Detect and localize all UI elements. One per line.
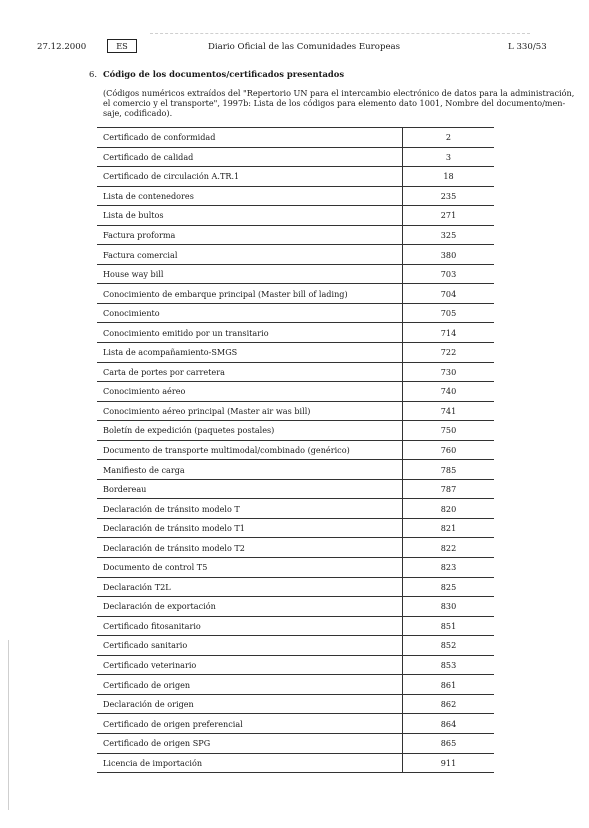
document-code-cell: 730 [403, 362, 495, 382]
table-row [97, 186, 494, 206]
document-code-cell: 740 [403, 382, 495, 402]
document-name-cell: Lista de acompañamiento-SMGS [97, 343, 403, 363]
table-row [97, 147, 494, 167]
document-code-cell: 760 [403, 440, 495, 460]
document-name-cell: Declaración de tránsito modelo T2 [97, 538, 403, 558]
document-name-cell: Certificado veterinario [97, 655, 403, 675]
table-row [97, 382, 494, 402]
table-row [97, 558, 494, 578]
table-row [97, 597, 494, 617]
document-code-cell: 830 [403, 597, 495, 617]
document-code-cell: 380 [403, 245, 495, 265]
document-name-cell: Certificado de origen [97, 675, 403, 695]
language-badge: ES [107, 39, 137, 53]
document-code-cell: 862 [403, 694, 495, 714]
section-title: Código de los documentos/certificados presentados [103, 69, 345, 79]
table-row [97, 440, 494, 460]
intro-line: (Códigos numéricos extraídos del "Repertorio UN para el intercambio electrónico de datos para la administración, [103, 88, 575, 98]
document-code-cell: 722 [403, 343, 495, 363]
document-name-cell: Certificado sanitario [97, 636, 403, 656]
document-name-cell: Carta de portes por carretera [97, 362, 403, 382]
intro-paragraph [103, 88, 575, 118]
document-code-cell: 18 [403, 167, 495, 187]
table-row [97, 343, 494, 363]
document-name-cell: Certificado de circulación A.TR.1 [97, 167, 403, 187]
document-code-cell: 325 [403, 225, 495, 245]
document-name-cell: Certificado de origen SPG [97, 733, 403, 753]
document-code-cell: 865 [403, 733, 495, 753]
section-number: 6. [89, 69, 97, 79]
intro-line: el comercio y el transporte", 1997b: Lista de los códigos para elemento dato 1001, Nombre del documento/men- [103, 98, 566, 108]
document-name-cell: Conocimiento aéreo [97, 382, 403, 402]
document-code-cell: 705 [403, 303, 495, 323]
table-row [97, 323, 494, 343]
document-name-cell: House way bill [97, 264, 403, 284]
document-code-cell: 822 [403, 538, 495, 558]
document-code-cell: 820 [403, 499, 495, 519]
document-name-cell: Lista de contenedores [97, 186, 403, 206]
document-code-cell: 823 [403, 558, 495, 578]
document-code-cell: 852 [403, 636, 495, 656]
table-row [97, 518, 494, 538]
document-codes-table [97, 127, 494, 773]
table-row [97, 245, 494, 265]
document-code-cell: 271 [403, 206, 495, 226]
table-row [97, 401, 494, 421]
table-row [97, 538, 494, 558]
margin-mark [8, 640, 9, 810]
document-name-cell: Manifiesto de carga [97, 460, 403, 480]
document-code-cell: 785 [403, 460, 495, 480]
document-code-cell: 861 [403, 675, 495, 695]
table-row [97, 655, 494, 675]
document-name-cell: Declaración de tránsito modelo T [97, 499, 403, 519]
table-row [97, 733, 494, 753]
document-name-cell: Factura proforma [97, 225, 403, 245]
document-name-cell: Boletín de expedición (paquetes postales) [97, 421, 403, 441]
table-row [97, 499, 494, 519]
document-name-cell: Certificado de calidad [97, 147, 403, 167]
table-row [97, 675, 494, 695]
document-name-cell: Declaración T2L [97, 577, 403, 597]
document-name-cell: Certificado de conformidad [97, 128, 403, 148]
table-row [97, 225, 494, 245]
table-row [97, 460, 494, 480]
document-code-cell: 821 [403, 518, 495, 538]
journal-title: Diario Oficial de las Comunidades Europeas [208, 42, 401, 52]
table-row [97, 714, 494, 734]
table-row [97, 264, 494, 284]
document-code-cell: 787 [403, 479, 495, 499]
table-row [97, 303, 494, 323]
document-code-cell: 3 [403, 147, 495, 167]
header-rule [150, 33, 530, 34]
table-row [97, 284, 494, 304]
table-row [97, 753, 494, 773]
table-row [97, 577, 494, 597]
document-name-cell: Bordereau [97, 479, 403, 499]
document-code-cell: 741 [403, 401, 495, 421]
table-row [97, 636, 494, 656]
document-codes-table-body [97, 128, 494, 773]
document-code-cell: 704 [403, 284, 495, 304]
table-row [97, 167, 494, 187]
document-name-cell: Certificado fitosanitario [97, 616, 403, 636]
document-code-cell: 750 [403, 421, 495, 441]
document-name-cell: Conocimiento emitido por un transitario [97, 323, 403, 343]
document-code-cell: 911 [403, 753, 495, 773]
table-row [97, 362, 494, 382]
document-name-cell: Documento de transporte multimodal/combinado (genérico) [97, 440, 403, 460]
document-code-cell: 864 [403, 714, 495, 734]
table-row [97, 421, 494, 441]
document-name-cell: Conocimiento [97, 303, 403, 323]
document-name-cell: Declaración de exportación [97, 597, 403, 617]
page-reference: L 330/53 [508, 42, 547, 52]
document-name-cell: Conocimiento de embarque principal (Master bill of lading) [97, 284, 403, 304]
document-code-cell: 703 [403, 264, 495, 284]
document-code-cell: 851 [403, 616, 495, 636]
table-row [97, 694, 494, 714]
document-code-cell: 235 [403, 186, 495, 206]
document-name-cell: Declaración de origen [97, 694, 403, 714]
table-row [97, 616, 494, 636]
document-code-cell: 2 [403, 128, 495, 148]
table-row [97, 128, 494, 148]
document-code-cell: 853 [403, 655, 495, 675]
document-name-cell: Documento de control T5 [97, 558, 403, 578]
document-name-cell: Licencia de importación [97, 753, 403, 773]
document-name-cell: Declaración de tránsito modelo T1 [97, 518, 403, 538]
document-name-cell: Certificado de origen preferencial [97, 714, 403, 734]
document-code-cell: 825 [403, 577, 495, 597]
document-name-cell: Factura comercial [97, 245, 403, 265]
table-row [97, 479, 494, 499]
table-row [97, 206, 494, 226]
publication-date: 27.12.2000 [37, 42, 87, 52]
document-name-cell: Conocimiento aéreo principal (Master air was bill) [97, 401, 403, 421]
intro-line: saje, codificado). [103, 108, 173, 118]
document-name-cell: Lista de bultos [97, 206, 403, 226]
document-code-cell: 714 [403, 323, 495, 343]
